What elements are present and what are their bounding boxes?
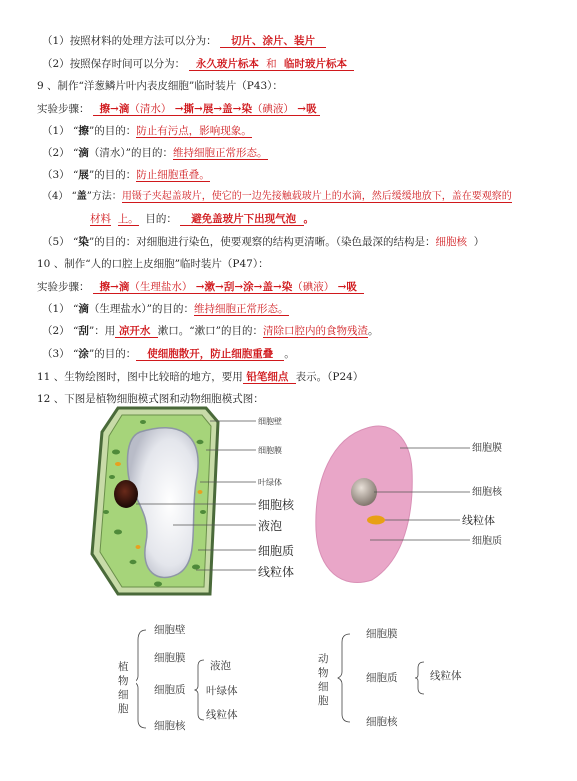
- item-9-4: （4） “盖”方法：用镊子夹起盖玻片，使它的一边先接触载玻片上的水滴，然后缓缓地放下，盖在要观察的: [42, 191, 512, 202]
- question-9: 9 、制作“洋葱鳞片叶内表皮细胞”临时装片（P43）：: [37, 80, 283, 92]
- label-cell-membrane: 细胞膜: [258, 446, 282, 455]
- label-cell-wall: 细胞壁: [258, 417, 282, 426]
- item-10-2: （2） “刮”：用 凉开水 漱口。“漱口”的目的：清除口腔内的食物残渣。: [42, 325, 379, 337]
- plant-tree-root: 植物细胞: [118, 661, 129, 715]
- steps-onion: 实验步骤： 擦→滴（清水） →撕→展→盖→染（碘液） →吸: [37, 102, 320, 116]
- plant-tree-nucleus: 细胞核: [154, 720, 186, 732]
- animal-tree-root: 动物细胞: [318, 653, 329, 707]
- plant-structure-tree: [110, 620, 310, 740]
- animal-label-mito: 线粒体: [462, 514, 495, 527]
- item-9-1: （1） “擦”的目的：防止有污点，影响现象。: [42, 125, 252, 137]
- question-11: 11 、生物绘图时，图中比较暗的地方，要用 铅笔细点 表示。（P24）: [37, 371, 364, 383]
- plant-tree-chloroplast: 叶绿体: [206, 685, 238, 697]
- animal-structure-tree: [316, 624, 516, 734]
- animal-tree-mito: 线粒体: [430, 670, 462, 682]
- animal-label-nucleus: 细胞核: [472, 487, 502, 498]
- item-2: （2）按照保存时间可以分为： 永久玻片标本 和 临时玻片标本: [42, 57, 354, 71]
- label-nucleus: 细胞核: [258, 498, 295, 512]
- item-1: （1）按照材料的处理方法可以分为： 切片、涂片、装片: [42, 34, 326, 48]
- plant-tree-membrane: 细胞膜: [154, 652, 186, 664]
- animal-cell-diagram: [312, 420, 537, 585]
- question-12: 12 、下图是植物细胞模式图和动物细胞模式图：: [37, 393, 264, 405]
- item-9-4-cont: 材料 上。 目的： 避免盖玻片下出现气泡 。: [90, 213, 314, 225]
- label-vacuole: 液泡: [258, 519, 283, 533]
- animal-tree-nucleus: 细胞核: [366, 716, 398, 728]
- answer-1: 切片、涂片、装片: [220, 35, 326, 48]
- plant-tree-vacuole: 液泡: [210, 660, 231, 672]
- plant-nucleus: [114, 480, 138, 508]
- animal-label-membrane: 细胞膜: [472, 443, 502, 454]
- plant-tree-cytoplasm: 细胞质: [154, 684, 186, 696]
- label-cytoplasm: 细胞质: [258, 544, 295, 558]
- question-10: 10 、制作“人的口腔上皮细胞”临时装片（P47）：: [37, 258, 269, 270]
- animal-tree-cytoplasm: 细胞质: [366, 672, 398, 684]
- label-chloroplast: 叶绿体: [258, 478, 282, 487]
- item-9-5: （5） “染”的目的：对细胞进行染色，使要观察的结构更清晰。（染色最深的结构是：细胞核 ）: [42, 236, 485, 248]
- plant-cell-diagram: [88, 402, 323, 602]
- steps-cheek: 实验步骤： 擦→滴（生理盐水） →漱→刮→涂→盖→染（碘液） →吸: [37, 280, 364, 294]
- item-9-2: （2） “滴（清水）”的目的：维持细胞正常形态。: [42, 147, 268, 159]
- item-10-1: （1） “滴（生理盐水）”的目的：维持细胞正常形态。: [42, 303, 289, 315]
- plant-tree-mito: 线粒体: [206, 709, 238, 721]
- plant-tree-wall: 细胞壁: [154, 624, 186, 636]
- steps-answer-cheek: 擦→滴（生理盐水） →漱→刮→涂→盖→染（碘液） →吸: [93, 281, 364, 294]
- answer-2: 永久玻片标本 和 临时玻片标本: [189, 58, 355, 71]
- item-10-3: （3） “涂”的目的： 使细胞散开，防止细胞重叠 。: [42, 348, 295, 360]
- item-9-3: （3） “展”的目的：防止细胞重叠。: [42, 169, 210, 181]
- steps-answer-onion: 擦→滴（清水） →撕→展→盖→染（碘液） →吸: [93, 103, 320, 116]
- animal-tree-membrane: 细胞膜: [366, 628, 398, 640]
- animal-nucleus: [351, 478, 377, 506]
- animal-label-cytoplasm: 细胞质: [472, 536, 502, 547]
- label-mitochondria: 线粒体: [258, 565, 295, 579]
- animal-mitochondrion: [367, 516, 385, 525]
